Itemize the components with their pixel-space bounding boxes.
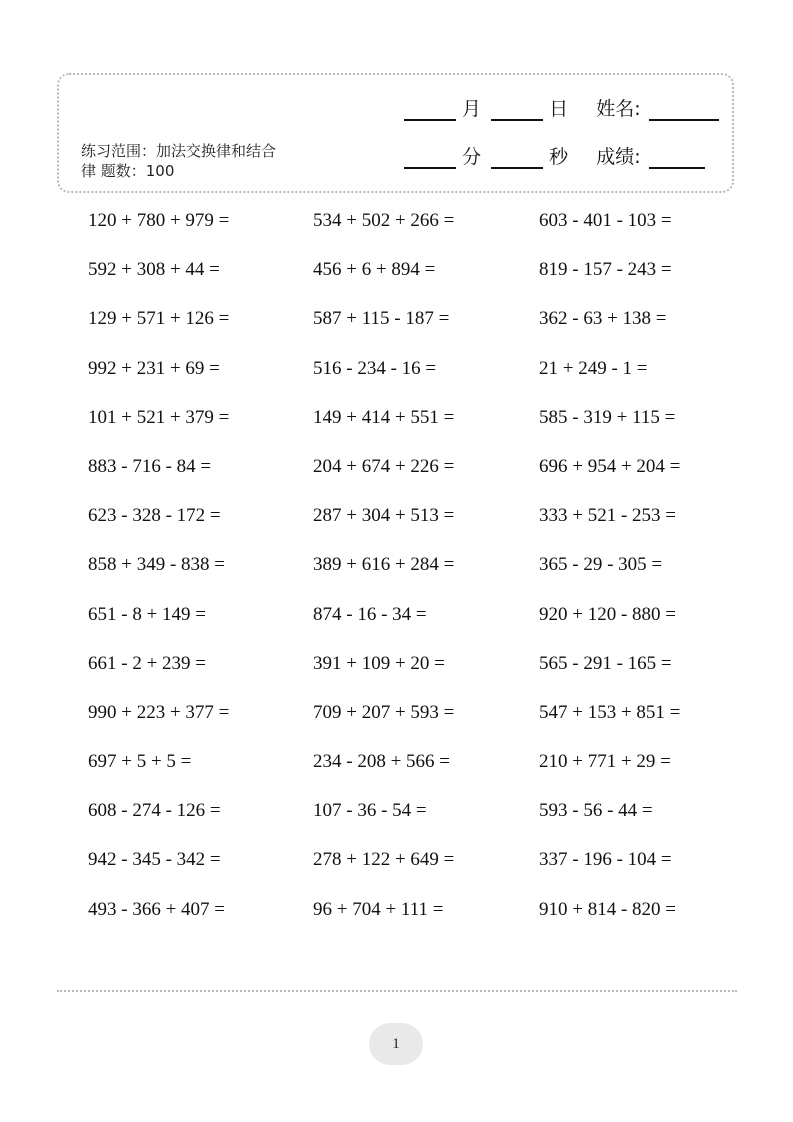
problem-item: 587 + 115 - 187 = [313,308,450,330]
problem-row [88,353,728,402]
problem-item: 651 - 8 + 149 = [88,603,207,625]
problem-item: 661 - 2 + 239 = [88,652,207,674]
problem-item: 287 + 304 + 513 = [313,505,455,527]
problem-row [88,402,728,451]
practice-range: 练习范围：加法交换律和结合 [81,142,277,160]
problem-item: 389 + 616 + 284 = [313,554,455,576]
problem-item: 819 - 157 - 243 = [539,259,672,281]
problem-row [88,303,728,352]
problem-item: 920 + 120 - 880 = [539,603,677,625]
score-blank[interactable] [649,145,705,169]
practice-info [81,141,311,181]
date-name-row [404,97,719,123]
problem-item: 204 + 674 + 226 = [313,455,455,477]
minute-label: 分 [462,146,482,168]
problem-row [88,844,728,893]
problem-row [88,795,728,844]
problem-row [88,451,728,500]
problem-item: 883 - 716 - 84 = [88,455,212,477]
problem-item: 456 + 6 + 894 = [313,259,436,281]
name-blank[interactable] [649,97,719,121]
problem-item: 697 + 5 + 5 = [88,751,192,773]
problem-row [88,697,728,746]
second-label: 秒 [549,146,569,168]
problem-row [88,205,728,254]
problem-item: 129 + 571 + 126 = [88,308,230,330]
problem-item: 565 - 291 - 165 = [539,652,672,674]
problem-item: 21 + 249 - 1 = [539,357,648,379]
problem-item: 547 + 153 + 851 = [539,701,681,723]
problem-item: 493 - 366 + 407 = [88,898,226,920]
problem-item: 210 + 771 + 29 = [539,751,671,773]
problem-item: 101 + 521 + 379 = [88,406,230,428]
problem-grid [88,205,728,943]
problem-item: 942 - 345 - 342 = [88,849,221,871]
second-blank[interactable] [491,145,543,169]
minute-blank[interactable] [404,145,456,169]
problem-item: 107 - 36 - 54 = [313,800,427,822]
problem-item: 96 + 704 + 111 = [313,898,444,920]
problem-item: 623 - 328 - 172 = [88,505,221,527]
problem-row [88,549,728,598]
footer-divider [57,990,737,992]
time-score-row [404,145,705,171]
question-count: 律 题数：100 [81,162,175,180]
problem-row [88,894,728,943]
problem-row [88,254,728,303]
problem-item: 337 - 196 - 104 = [539,849,672,871]
problem-item: 149 + 414 + 551 = [313,406,455,428]
problem-item: 858 + 349 - 838 = [88,554,226,576]
problem-item: 992 + 231 + 69 = [88,357,220,379]
month-label: 月 [462,98,482,120]
problem-item: 234 - 208 + 566 = [313,751,451,773]
month-blank[interactable] [404,97,456,121]
problem-item: 534 + 502 + 266 = [313,210,455,231]
name-label: 姓名: [596,98,641,120]
problem-item: 516 - 234 - 16 = [313,357,437,379]
problem-item: 362 - 63 + 138 = [539,308,667,330]
problem-item: 391 + 109 + 20 = [313,652,445,674]
problem-row [88,746,728,795]
problem-item: 365 - 29 - 305 = [539,554,663,576]
problem-item: 603 - 401 - 103 = [539,210,672,231]
score-label: 成绩: [596,146,641,168]
problem-row [88,599,728,648]
problem-item: 333 + 521 - 253 = [539,505,677,527]
problem-item: 608 - 274 - 126 = [88,800,221,822]
problem-item: 593 - 56 - 44 = [539,800,653,822]
problem-item: 696 + 954 + 204 = [539,455,681,477]
problem-item: 709 + 207 + 593 = [313,701,455,723]
header-box [57,73,734,193]
day-label: 日 [549,98,569,120]
problem-item: 585 - 319 + 115 = [539,406,676,428]
problem-item: 278 + 122 + 649 = [313,849,455,871]
problem-item: 874 - 16 - 34 = [313,603,427,625]
problem-item: 990 + 223 + 377 = [88,701,230,723]
problem-row [88,648,728,697]
problem-item: 120 + 780 + 979 = [88,210,230,231]
problem-item: 592 + 308 + 44 = [88,259,220,281]
page-number: 1 [369,1023,423,1065]
day-blank[interactable] [491,97,543,121]
problem-item: 910 + 814 - 820 = [539,898,677,920]
problem-row [88,500,728,549]
